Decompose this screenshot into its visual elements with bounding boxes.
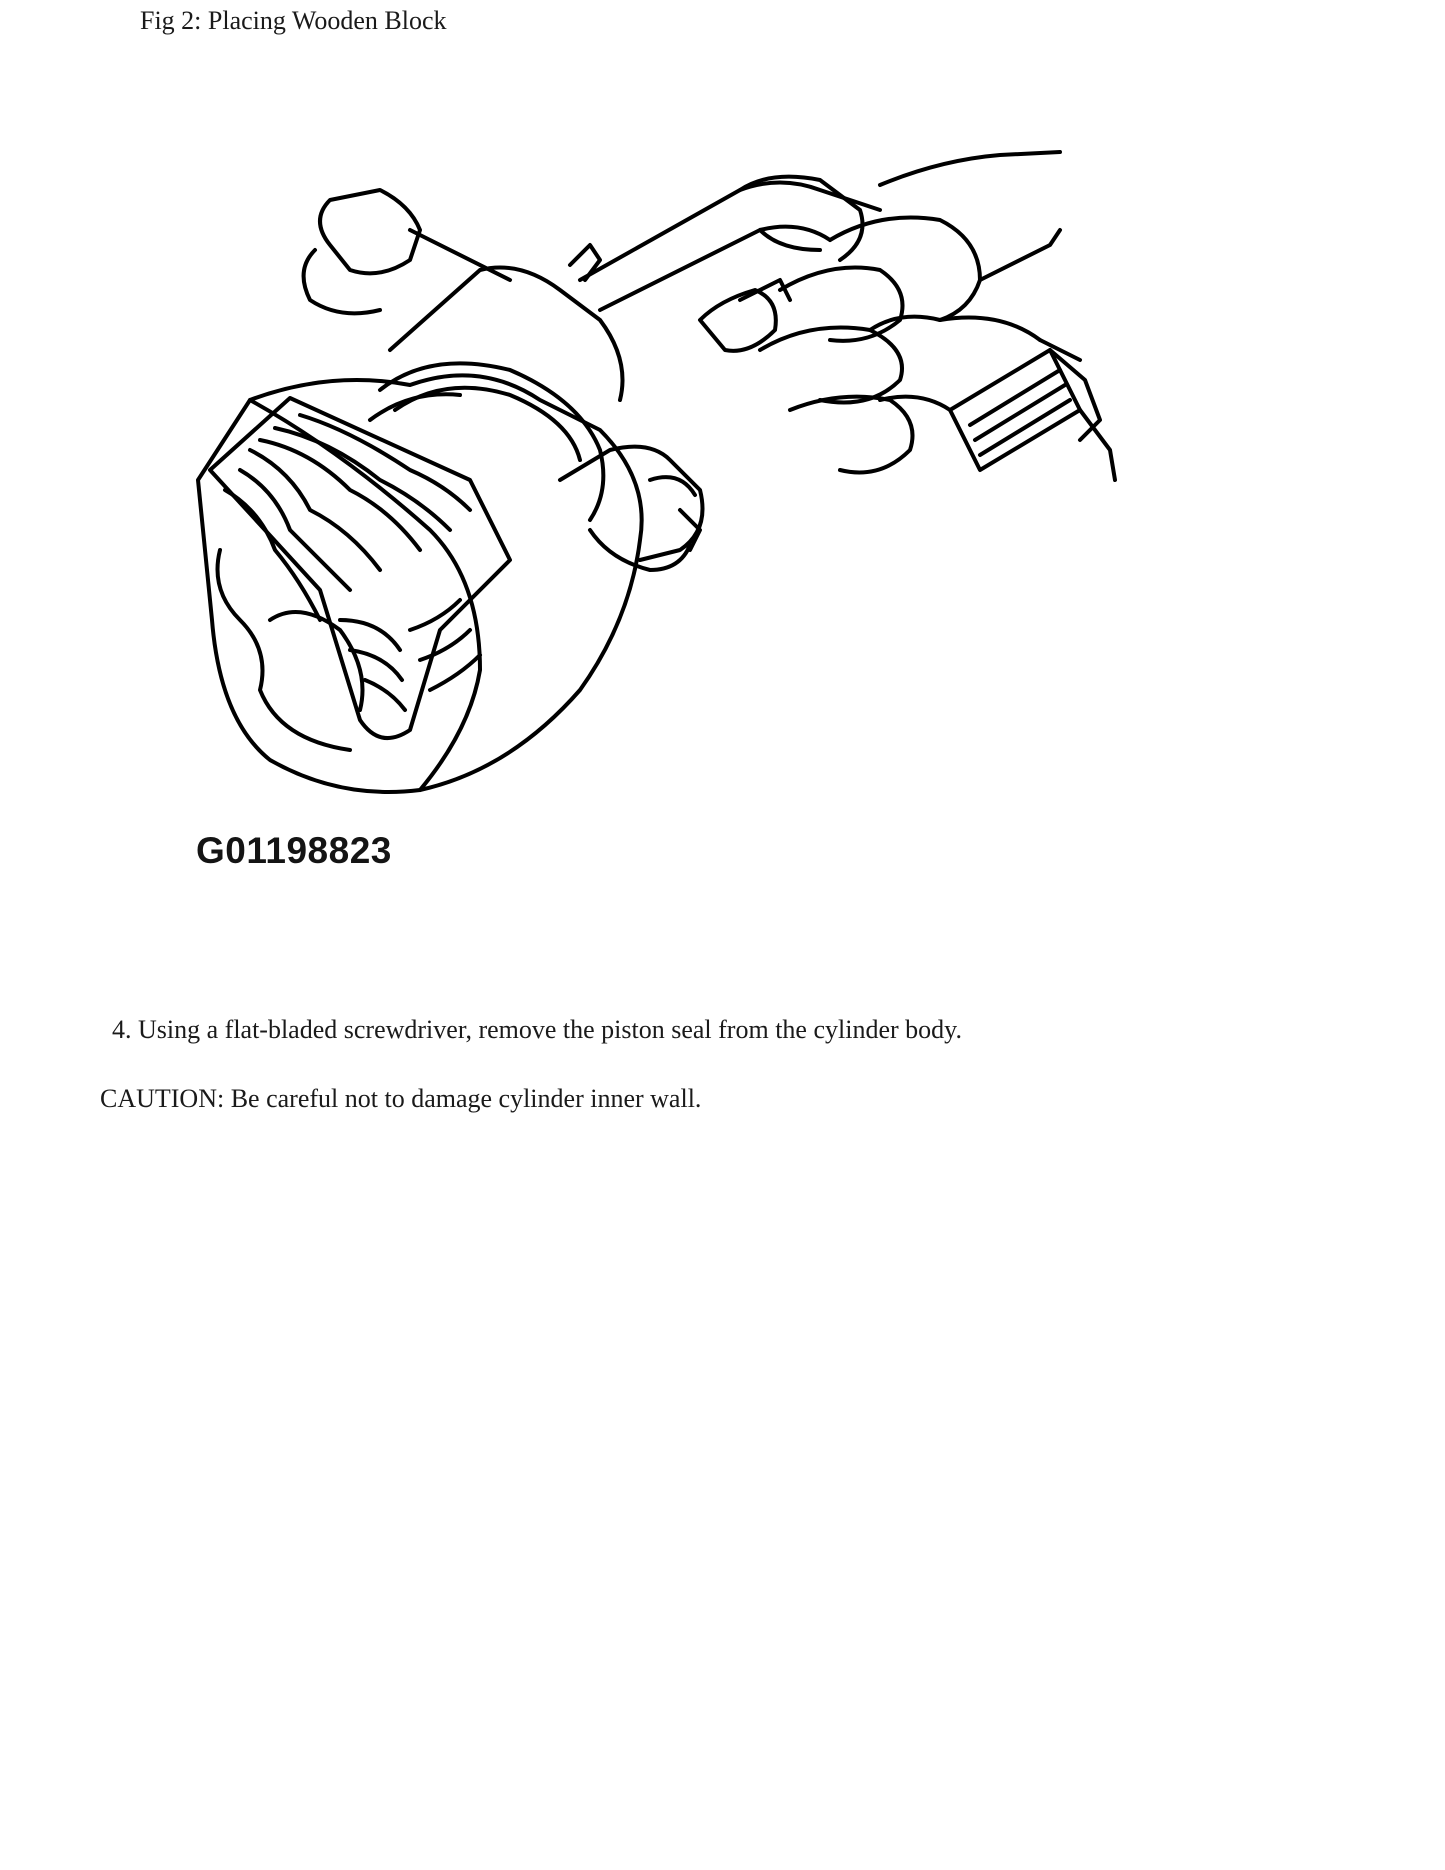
brake-caliper-wooden-block-drawing <box>180 150 1310 890</box>
caution-note: CAUTION: Be careful not to damage cylinder inner wall. <box>100 1084 702 1113</box>
figure-caption: Fig 2: Placing Wooden Block <box>140 6 447 35</box>
air-gun-end <box>950 350 1115 480</box>
caliper-body-outline <box>198 375 642 792</box>
piston-ring <box>370 363 603 520</box>
figure-reference-code: G01198823 <box>196 830 392 871</box>
air-nozzle <box>580 177 880 351</box>
caliper-upper-arm <box>304 190 623 400</box>
figure-illustration <box>180 150 1310 890</box>
wooden-block <box>210 398 510 738</box>
caliper-lower-arm <box>560 447 703 570</box>
instruction-step-4: 4. Using a flat-bladed screwdriver, remove the piston seal from the cylinder body. <box>112 1015 962 1044</box>
